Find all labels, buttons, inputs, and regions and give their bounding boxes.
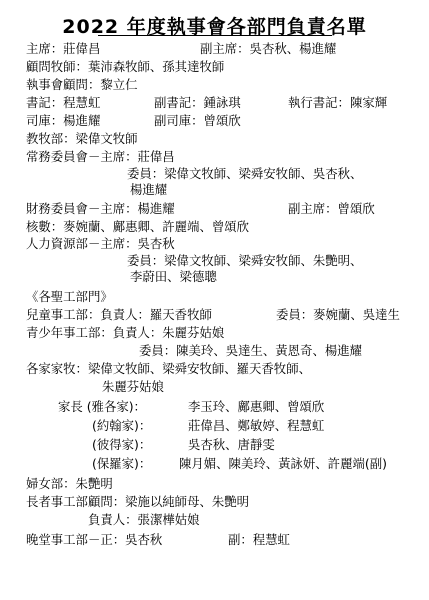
evening-ministry-line: 晚堂事工部－正：吳杏秋 — [26, 532, 163, 547]
ministry-section-header: 《各聖工部門》 — [26, 289, 113, 304]
auditors-line: 核數：麥婉蘭、鄺惠卿、許麗端、曾頌欣 — [26, 219, 250, 234]
family-pastors-line: 各家家牧：梁偉文牧師、梁舜安牧師、羅天香牧師、 — [26, 361, 311, 376]
women-ministry-line: 婦女部：朱艷明 — [26, 476, 113, 491]
page-title: 2022 年度執事會各部門負責名單 — [62, 16, 367, 38]
youth-ministry-line: 青少年事工部：負責人：朱麗芬姑娘 — [26, 325, 225, 340]
family-pastors-cont: 朱麗芬姑娘 — [102, 379, 164, 394]
standing-members-line: 委員：梁偉文牧師、梁舜安牧師、吳杏秋、 — [127, 166, 363, 181]
elder-ministry-advisors-line: 長者事工部顧問：梁施以純師母、朱艷明 — [26, 494, 250, 509]
children-ministry-line: 兒童事工部：負責人：羅天香牧師 — [26, 307, 212, 322]
secretary-line: 書記：程慧虹 — [26, 95, 101, 110]
finance-committee-line: 財務委員會－主席：楊進耀 — [26, 201, 175, 216]
hr-members-cont: 李蔚田、梁德聰 — [130, 269, 217, 284]
evening-ministry-vice-line: 副：程慧虹 — [228, 532, 290, 547]
standing-committee-line: 常務委員會－主席：莊偉昌 — [26, 149, 175, 164]
pastor-advisors-line: 顧問牧師：葉沛森牧師、孫其達牧師 — [26, 59, 225, 74]
vice-secretary-line: 副書記：鍾詠琪 — [154, 95, 241, 110]
chair-line: 主席：莊偉昌 — [26, 41, 101, 56]
exec-secretary-line: 執行書記：陳家輝 — [288, 95, 388, 110]
title-underline — [98, 35, 332, 36]
family-heads-label: 家長 (雅各家)： — [58, 399, 146, 414]
youth-members-line: 委員：陳美玲、吳達生、黃恩奇、楊進耀 — [139, 343, 363, 358]
standing-members-cont: 楊進耀 — [130, 182, 168, 197]
board-advisor-line: 執事會顧問：黎立仁 — [26, 77, 138, 92]
family-label-paul: (保羅家)： — [92, 456, 152, 471]
vice-treasurer-line: 副司庫：曾頌欣 — [154, 113, 241, 128]
family-heads-paul: 陳月媚、陳美玲、黃詠妍、許麗端(副) — [179, 456, 387, 471]
family-label-peter: (彼得家)： — [92, 437, 152, 452]
education-line: 教牧部：梁偉文牧師 — [26, 131, 138, 146]
family-label-john: (約翰家)： — [92, 418, 152, 433]
children-members-line: 委員：麥婉蘭、吳達生 — [276, 307, 400, 322]
treasurer-line: 司庫：楊進耀 — [26, 113, 101, 128]
finance-vice-line: 副主席：曾頌欣 — [288, 201, 375, 216]
hr-members-line: 委員：梁偉文牧師、梁舜安牧師、朱艷明、 — [127, 253, 363, 268]
hr-head-line: 人力資源部－主席：吳杏秋 — [26, 236, 175, 251]
family-heads-james: 李玉玲、鄺惠卿、曾頌欣 — [188, 399, 325, 414]
vice-chair-line: 副主席：吳杏秋、楊進耀 — [200, 41, 337, 56]
elder-ministry-lead-line: 負責人：張潔樺姑娘 — [88, 512, 200, 527]
family-heads-peter: 吳杏秋、唐靜雯 — [188, 437, 275, 452]
family-heads-john: 莊偉昌、鄭敏婷、程慧虹 — [188, 418, 325, 433]
